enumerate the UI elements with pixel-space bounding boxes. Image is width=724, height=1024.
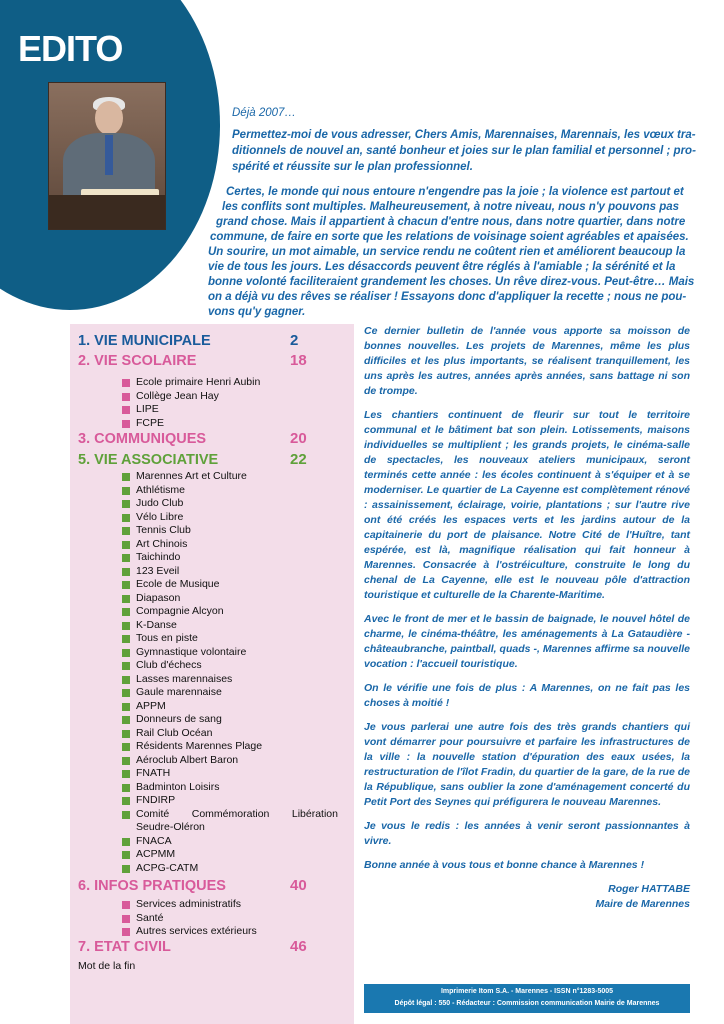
- list-item: Diapason: [122, 592, 338, 606]
- intro-wishes-3: spérité et réussite sur le plan professionnel.: [232, 161, 473, 173]
- list-item: Club d'échecs: [122, 659, 338, 673]
- toc-page-number: 22: [290, 451, 307, 468]
- editorial-paragraph: Avec le front de mer et le bassin de baignade, le nouvel hôtel de charme, le cinéma-théâtre, les aménagements à La Gataudière - châteaubranche, paintball, quads -, Marennes affirme sa nouvelle vocation : l'accueil touristique.: [364, 613, 690, 670]
- list-item: 123 Eveil: [122, 565, 338, 579]
- toc-page-number: 2: [290, 332, 299, 349]
- list-item: Autres services extérieurs: [122, 925, 257, 939]
- list-item: Badminton Loisirs: [122, 781, 338, 795]
- list-item: LIPE: [122, 403, 260, 417]
- toc-page-number: 20: [290, 430, 307, 447]
- toc-infos-list: [122, 898, 257, 939]
- imprint-line-1: Imprimerie Itom S.A. - Marennes - ISSN n°1283-5005: [440, 988, 614, 995]
- toc-section-scolaire[interactable]: 2. VIE SCOLAIRE 18: [78, 352, 307, 369]
- signature-name: Roger HATTABE: [608, 883, 690, 895]
- list-item: Lasses marennaises: [122, 673, 338, 687]
- list-item: Compagnie Alcyon: [122, 605, 338, 619]
- editorial-paragraph: On le vérifie une fois de plus : A Marennes, on ne fait pas les choses à moitié !: [364, 682, 690, 709]
- intro-paragraph-7: bonne volonté faciliteraient grandement les choses. Un rêve direz-vous. Peut-être… Mais: [208, 276, 695, 288]
- list-item: APPM: [122, 700, 338, 714]
- intro-wishes-1: Permettez-moi de vous adresser, Chers Amis, Marennaises, Marennais, les vœux tra-: [232, 129, 696, 141]
- list-item: Résidents Marennes Plage: [122, 740, 338, 754]
- editorial-paragraph: Je vous le redis : les années à venir seront passionnantes à vivre.: [364, 820, 690, 847]
- list-item: K-Danse: [122, 619, 338, 633]
- intro-paragraph-2: les conflits sont multiples. Malheureusement, à notre niveau, nous n'y pouvons pas: [222, 201, 680, 213]
- list-item: ACPMM: [122, 848, 338, 862]
- list-item: Rail Club Océan: [122, 727, 338, 741]
- toc-section-municipale[interactable]: 1. VIE MUNICIPALE 2: [78, 332, 299, 349]
- list-item: Services administratifs: [122, 898, 257, 912]
- editorial-column: [364, 324, 690, 912]
- list-item: Tennis Club: [122, 524, 338, 538]
- list-item: Gymnastique volontaire: [122, 646, 338, 660]
- intro-wishes-2: ditionnels de nouvel an, santé bonheur et joies sur le plan familial et personnel ; pro-: [232, 145, 696, 157]
- list-item: Art Chinois: [122, 538, 338, 552]
- list-item: Taichindo: [122, 551, 338, 565]
- list-item: FNATH: [122, 767, 338, 781]
- intro-paragraph-9: vons qu'y gagner.: [208, 306, 306, 318]
- list-item: ACPG-CATM: [122, 862, 338, 876]
- intro-paragraph-3: grand chose. Mais il appartient à chacun d'entre nous, dans notre quartier, dans notre: [216, 216, 686, 228]
- imprint-line-2: Dépôt légal : 550 - Rédacteur : Commission communication Mairie de Marennes: [394, 1000, 660, 1007]
- mayor-photo: [48, 82, 166, 230]
- editorial-paragraph: Ce dernier bulletin de l'année vous apporte sa moisson de bonnes nouvelles. Les projets de Marennes, même les plus difficiles et les plus importants, se réalisent tranquillement, les uns après les autres, années après années, sans battage ni son de trompe.: [364, 325, 690, 397]
- list-item: Comité Commémoration Libération Seudre-Oléron: [122, 808, 338, 835]
- editorial-paragraph: Je vous parlerai une autre fois des très grands chantiers qui vont démarrer pour poursuivre et parfaire les infrastructures de la ville : la nouvelle station d'épuration des eaux usées, la restructuration de l'îlot Fradin, du quartier de la gare, de la rue de la République, sans oublier la zone d'aménagement concerté du Petit Port des Seynes qui préfigurera le nouveau Marennes.: [364, 721, 690, 808]
- toc-page-number: 46: [290, 938, 307, 955]
- list-item: Donneurs de sang: [122, 713, 338, 727]
- page-title: EDITO: [18, 28, 123, 69]
- list-item: Aéroclub Albert Baron: [122, 754, 338, 768]
- editorial-paragraph: Bonne année à vous tous et bonne chance à Marennes !: [364, 859, 645, 871]
- intro-paragraph-8: on a déjà vu des rêves se réaliser ! Essayons donc d'appliquer la recette ; nous ne pou-: [208, 291, 687, 303]
- toc-page-number: 18: [290, 352, 307, 369]
- toc-scolaire-list: [122, 376, 260, 430]
- list-item: FNDIRP: [122, 794, 338, 808]
- list-item: Ecole de Musique: [122, 578, 338, 592]
- toc-section-infos[interactable]: 6. INFOS PRATIQUES 40: [78, 877, 307, 894]
- table-of-contents: [70, 324, 354, 1024]
- list-item: Athlétisme: [122, 484, 338, 498]
- toc-page-number: 40: [290, 877, 307, 894]
- list-item: FNACA: [122, 835, 338, 849]
- list-item: Collège Jean Hay: [122, 390, 260, 404]
- intro-paragraph-4: commune, de faire en sorte que les relations de voisinage soient agréables et apaisées.: [210, 231, 689, 243]
- list-item: FCPE: [122, 417, 260, 431]
- toc-section-etat-civil[interactable]: 7. ETAT CIVIL 46: [78, 938, 307, 955]
- toc-associative-list: [122, 470, 338, 875]
- intro-paragraph-1: Certes, le monde qui nous entoure n'engendre pas la joie ; la violence est partout et: [226, 186, 684, 198]
- intro-greeting: Déjà 2007…: [232, 107, 296, 119]
- list-item: Gaule marennaise: [122, 686, 338, 700]
- editorial-paragraph: Les chantiers continuent de fleurir sur tout le territoire communal et le bâtiment bat son plein. Lotissements, maisons individuelles se multiplient ; les grands projets, le cinéma-salle de spectacles, les nouveaux ateliers municipaux, seront terminés cette année : les écoles continuent à s'équiper et à se moderniser. Le quartier de La Cayenne est complètement rénové : assainissement, éclairage, voirie, plantations ; sur l'autre rive ont été créés les espaces verts et les jardins autour de la capitainerie du port de plaisance. Notre Cité de l'Huître, tant espérée, est là, magnifique réalisation qui fait honneur à Marennes. Consacrée à l'ostréiculture, construite le long du chenal de La Cayenne, elle est le nouveau pôle d'attraction touristique et culturelle de la Charente-Maritime.: [364, 409, 690, 601]
- list-item: Vélo Libre: [122, 511, 338, 525]
- list-item: Santé: [122, 912, 257, 926]
- list-item: Marennes Art et Culture: [122, 470, 338, 484]
- list-item: Judo Club: [122, 497, 338, 511]
- signature-title: Maire de Marennes: [595, 898, 690, 910]
- intro-paragraph-6: vie de tous les jours. Les désaccords peuvent être réglés à l'amiable ; la sérénité et la: [208, 261, 676, 273]
- toc-section-associative[interactable]: 5. VIE ASSOCIATIVE 22: [78, 451, 307, 468]
- intro-paragraph-5: Un sourire, un mot aimable, un service rendu ne coûtent rien et améliorent beaucoup la: [208, 246, 686, 258]
- imprint-footer: [364, 984, 690, 1013]
- list-item: Ecole primaire Henri Aubin: [122, 376, 260, 390]
- toc-note: Mot de la fin: [78, 960, 136, 972]
- toc-section-communiques[interactable]: 3. COMMUNIQUES 20: [78, 430, 307, 447]
- list-item: Tous en piste: [122, 632, 338, 646]
